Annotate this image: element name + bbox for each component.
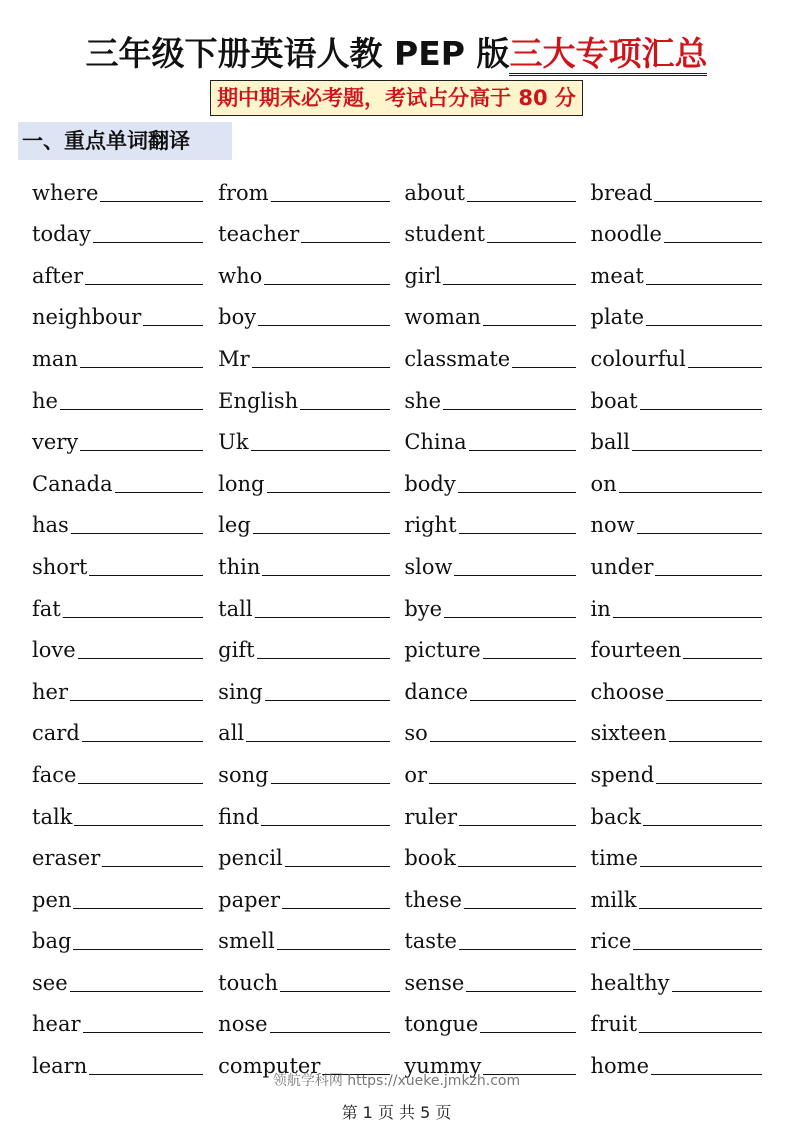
word-label: face	[32, 762, 77, 787]
answer-blank[interactable]	[664, 242, 762, 243]
answer-blank[interactable]	[265, 700, 390, 701]
word-label: leg	[218, 513, 251, 538]
answer-blank[interactable]	[444, 617, 576, 618]
word-label: touch	[218, 970, 279, 995]
word-label: she	[404, 388, 442, 413]
answer-blank[interactable]	[282, 908, 390, 909]
word-item	[404, 680, 575, 704]
answer-blank[interactable]	[655, 575, 762, 576]
word-label: her	[32, 679, 68, 704]
word-label: classmate	[404, 346, 511, 371]
answer-blank[interactable]	[619, 492, 762, 493]
word-item	[218, 305, 389, 329]
answer-blank[interactable]	[430, 741, 576, 742]
word-label: Mr	[218, 346, 250, 371]
word-label: computer	[218, 1054, 321, 1079]
footer-site: 领航学科网 https://xueke.jmkzh.com	[272, 1073, 521, 1089]
word-label: from	[218, 180, 269, 205]
word-label: after	[32, 263, 84, 288]
word-label: China	[404, 430, 467, 455]
word-row	[32, 621, 762, 663]
word-item	[404, 430, 575, 454]
answer-blank[interactable]	[271, 783, 390, 784]
answer-blank[interactable]	[640, 866, 762, 867]
word-item	[404, 888, 575, 912]
word-label: smell	[218, 929, 275, 954]
word-grid	[32, 163, 762, 1078]
answer-blank[interactable]	[300, 409, 389, 410]
title-highlight: 三大专项汇总	[509, 34, 707, 76]
word-item	[591, 347, 762, 371]
word-label: choose	[590, 679, 665, 704]
answer-blank[interactable]	[459, 949, 576, 950]
word-row	[32, 246, 762, 288]
answer-blank[interactable]	[459, 825, 576, 826]
word-item	[32, 763, 203, 787]
answer-blank[interactable]	[257, 658, 390, 659]
word-label: eraser	[32, 846, 101, 871]
answer-blank[interactable]	[301, 242, 389, 243]
word-label: time	[590, 846, 639, 871]
word-item	[32, 305, 203, 329]
word-row	[32, 413, 762, 455]
answer-blank[interactable]	[60, 409, 204, 410]
word-item	[404, 181, 575, 205]
answer-blank[interactable]	[253, 533, 390, 534]
word-label: card	[32, 721, 80, 746]
answer-blank[interactable]	[78, 783, 203, 784]
word-label: now	[590, 513, 635, 538]
word-item	[404, 1012, 575, 1036]
answer-blank[interactable]	[83, 1032, 204, 1033]
word-item	[591, 638, 762, 662]
word-item	[404, 929, 575, 953]
answer-blank[interactable]	[637, 533, 762, 534]
word-item	[591, 763, 762, 787]
word-item	[218, 680, 389, 704]
word-item	[404, 347, 575, 371]
answer-blank[interactable]	[267, 492, 390, 493]
word-item	[591, 389, 762, 413]
subtitle-banner: 期中期末必考题，考试占分高于 80 分	[210, 80, 583, 116]
word-label: fat	[32, 596, 61, 621]
answer-blank[interactable]	[429, 783, 576, 784]
answer-blank[interactable]	[454, 575, 575, 576]
word-item	[591, 929, 762, 953]
word-item	[591, 181, 762, 205]
word-item	[404, 222, 575, 246]
answer-blank[interactable]	[646, 284, 762, 285]
word-row	[32, 745, 762, 787]
word-row	[32, 329, 762, 371]
word-item	[404, 846, 575, 870]
answer-blank[interactable]	[459, 533, 576, 534]
answer-blank[interactable]	[80, 367, 204, 368]
answer-blank[interactable]	[89, 575, 203, 576]
word-item	[218, 430, 389, 454]
answer-blank[interactable]	[82, 741, 204, 742]
word-label: rice	[590, 929, 632, 954]
answer-blank[interactable]	[70, 991, 204, 992]
word-label: meat	[590, 263, 644, 288]
answer-blank[interactable]	[246, 741, 390, 742]
answer-blank[interactable]	[261, 825, 390, 826]
word-item	[218, 513, 389, 537]
word-item	[218, 805, 389, 829]
answer-blank[interactable]	[262, 575, 389, 576]
word-label: taste	[404, 929, 457, 954]
answer-blank[interactable]	[74, 825, 203, 826]
word-label: about	[404, 180, 465, 205]
word-item	[32, 971, 203, 995]
word-label: slow	[404, 554, 453, 579]
section-heading: 一、重点单词翻译	[18, 122, 232, 160]
word-item	[218, 721, 389, 745]
answer-blank[interactable]	[251, 450, 390, 451]
word-row	[32, 704, 762, 746]
answer-blank[interactable]	[70, 700, 203, 701]
word-label: noodle	[590, 222, 662, 247]
word-label: thin	[218, 554, 261, 579]
word-label: tall	[218, 596, 253, 621]
answer-blank[interactable]	[639, 1032, 762, 1033]
answer-blank[interactable]	[640, 409, 762, 410]
word-label: learn	[32, 1054, 88, 1079]
answer-blank[interactable]	[78, 658, 204, 659]
word-item	[32, 888, 203, 912]
word-label: talk	[32, 804, 73, 829]
word-item	[218, 347, 389, 371]
answer-blank[interactable]	[613, 617, 762, 618]
word-label: bye	[404, 596, 443, 621]
answer-blank[interactable]	[252, 367, 390, 368]
word-row	[32, 662, 762, 704]
word-item	[32, 181, 203, 205]
word-item	[591, 305, 762, 329]
title-main: 三年级下册英语人教 PEP 版	[85, 34, 510, 73]
word-label: body	[404, 471, 456, 496]
word-label: boat	[590, 388, 638, 413]
answer-blank[interactable]	[280, 991, 390, 992]
word-row	[32, 995, 762, 1037]
word-label: so	[404, 721, 428, 746]
answer-blank[interactable]	[443, 409, 576, 410]
answer-blank[interactable]	[466, 991, 576, 992]
word-label: dance	[404, 679, 469, 704]
word-label: see	[32, 970, 68, 995]
word-row	[32, 454, 762, 496]
answer-blank[interactable]	[73, 908, 203, 909]
word-row	[32, 288, 762, 330]
word-label: fourteen	[590, 638, 682, 663]
word-item	[32, 846, 203, 870]
word-label: where	[32, 180, 99, 205]
answer-blank[interactable]	[633, 949, 762, 950]
word-label: in	[590, 596, 611, 621]
word-item	[32, 513, 203, 537]
answer-blank[interactable]	[666, 700, 762, 701]
subtitle-wrapper	[0, 80, 793, 116]
word-label: man	[32, 346, 78, 371]
answer-blank[interactable]	[487, 242, 576, 243]
word-label: today	[32, 222, 91, 247]
answer-blank[interactable]	[688, 367, 762, 368]
answer-blank[interactable]	[512, 367, 576, 368]
word-label: home	[590, 1054, 650, 1079]
word-item	[218, 929, 389, 953]
word-item	[404, 389, 575, 413]
word-item	[218, 638, 389, 662]
word-item	[218, 763, 389, 787]
answer-blank[interactable]	[643, 825, 762, 826]
word-item	[218, 181, 389, 205]
answer-blank[interactable]	[264, 284, 389, 285]
word-item	[591, 222, 762, 246]
word-item	[591, 597, 762, 621]
answer-blank[interactable]	[672, 991, 762, 992]
word-label: student	[404, 222, 485, 247]
word-item	[32, 1012, 203, 1036]
answer-blank[interactable]	[85, 284, 203, 285]
word-item	[218, 472, 389, 496]
word-item	[404, 638, 575, 662]
word-item	[591, 888, 762, 912]
word-item	[218, 222, 389, 246]
word-item	[32, 638, 203, 662]
page-title	[0, 28, 793, 75]
word-label: yummy	[404, 1054, 482, 1079]
word-item	[404, 597, 575, 621]
answer-blank[interactable]	[464, 908, 576, 909]
word-item	[218, 597, 389, 621]
answer-blank[interactable]	[483, 658, 576, 659]
word-item	[404, 805, 575, 829]
word-label: healthy	[590, 970, 670, 995]
word-label: all	[218, 721, 245, 746]
answer-blank[interactable]	[669, 741, 762, 742]
word-row	[32, 537, 762, 579]
answer-blank[interactable]	[483, 325, 576, 326]
answer-blank[interactable]	[470, 700, 576, 701]
answer-blank[interactable]	[458, 866, 576, 867]
answer-blank[interactable]	[646, 325, 762, 326]
word-label: book	[404, 846, 456, 871]
word-item	[32, 264, 203, 288]
word-item	[32, 597, 203, 621]
answer-blank[interactable]	[255, 617, 390, 618]
word-row	[32, 912, 762, 954]
word-label: tongue	[404, 1012, 479, 1037]
answer-blank[interactable]	[93, 242, 204, 243]
answer-blank[interactable]	[443, 284, 576, 285]
word-label: has	[32, 513, 69, 538]
word-item	[591, 1012, 762, 1036]
word-row	[32, 163, 762, 205]
word-item	[404, 305, 575, 329]
word-item	[32, 472, 203, 496]
word-item	[32, 929, 203, 953]
word-row	[32, 371, 762, 413]
word-label: Uk	[218, 430, 249, 455]
answer-blank[interactable]	[80, 450, 203, 451]
word-label: picture	[404, 638, 481, 663]
answer-blank[interactable]	[71, 533, 204, 534]
word-label: Canada	[32, 471, 113, 496]
answer-blank[interactable]	[63, 617, 204, 618]
word-row	[32, 829, 762, 871]
answer-blank[interactable]	[469, 450, 576, 451]
word-label: fruit	[590, 1012, 638, 1037]
word-label: right	[404, 513, 457, 538]
word-item	[591, 680, 762, 704]
word-item	[32, 222, 203, 246]
word-item	[591, 971, 762, 995]
word-row	[32, 579, 762, 621]
answer-blank[interactable]	[285, 866, 390, 867]
word-item	[404, 264, 575, 288]
word-item	[591, 430, 762, 454]
answer-blank[interactable]	[683, 658, 762, 659]
word-label: sing	[218, 679, 263, 704]
word-row	[32, 953, 762, 995]
word-label: find	[218, 804, 260, 829]
word-row	[32, 787, 762, 829]
answer-blank[interactable]	[632, 450, 762, 451]
word-item	[218, 1012, 389, 1036]
word-item	[32, 389, 203, 413]
answer-blank[interactable]	[480, 1032, 575, 1033]
answer-blank[interactable]	[458, 492, 576, 493]
word-label: these	[404, 887, 462, 912]
page-number: 第 1 页 共 5 页	[341, 1103, 452, 1122]
word-label: very	[32, 430, 79, 455]
word-label: gift	[218, 638, 255, 663]
word-label: short	[32, 554, 88, 579]
word-item	[218, 555, 389, 579]
word-label: ball	[590, 430, 630, 455]
word-label: love	[32, 638, 76, 663]
word-label: sense	[404, 970, 465, 995]
word-item	[218, 846, 389, 870]
word-label: bread	[590, 180, 653, 205]
answer-blank[interactable]	[270, 1032, 390, 1033]
word-label: sixteen	[590, 721, 667, 746]
word-label: long	[218, 471, 265, 496]
word-row	[32, 870, 762, 912]
answer-blank[interactable]	[115, 492, 204, 493]
answer-blank[interactable]	[656, 783, 762, 784]
answer-blank[interactable]	[654, 201, 762, 202]
word-label: woman	[404, 305, 481, 330]
word-item	[404, 763, 575, 787]
word-label: hear	[32, 1012, 81, 1037]
word-item	[591, 846, 762, 870]
word-item	[591, 513, 762, 537]
word-label: ruler	[404, 804, 458, 829]
word-item	[591, 472, 762, 496]
word-label: bag	[32, 929, 72, 954]
word-label: colourful	[590, 346, 686, 371]
answer-blank[interactable]	[467, 201, 576, 202]
word-label: neighbour	[32, 305, 142, 330]
answer-blank[interactable]	[639, 908, 762, 909]
word-label: or	[404, 762, 428, 787]
word-label: under	[590, 554, 654, 579]
word-label: song	[218, 762, 269, 787]
word-item	[218, 264, 389, 288]
word-label: nose	[218, 1012, 268, 1037]
word-label: plate	[590, 305, 645, 330]
word-item	[591, 555, 762, 579]
word-label: on	[590, 471, 617, 496]
word-item	[404, 971, 575, 995]
word-label: he	[32, 388, 58, 413]
word-label: boy	[218, 305, 257, 330]
word-label: who	[218, 263, 263, 288]
word-item	[404, 513, 575, 537]
word-item	[591, 721, 762, 745]
word-item	[32, 347, 203, 371]
word-item	[32, 721, 203, 745]
word-label: back	[590, 804, 641, 829]
answer-blank[interactable]	[143, 325, 203, 326]
word-item	[32, 555, 203, 579]
word-label: pencil	[218, 846, 283, 871]
word-row	[32, 205, 762, 247]
word-item	[591, 264, 762, 288]
word-item	[32, 805, 203, 829]
word-item	[218, 888, 389, 912]
answer-blank[interactable]	[73, 949, 203, 950]
word-label: teacher	[218, 222, 300, 247]
answer-blank[interactable]	[100, 201, 203, 202]
word-label: English	[218, 388, 299, 413]
word-label: spend	[590, 762, 655, 787]
word-label: pen	[32, 887, 72, 912]
answer-blank[interactable]	[102, 866, 203, 867]
answer-blank[interactable]	[271, 201, 390, 202]
word-item	[404, 555, 575, 579]
word-item	[591, 805, 762, 829]
word-label: paper	[218, 887, 281, 912]
word-item	[218, 389, 389, 413]
word-item	[32, 430, 203, 454]
word-label: milk	[590, 887, 637, 912]
word-label: girl	[404, 263, 442, 288]
word-item	[404, 721, 575, 745]
answer-blank[interactable]	[258, 325, 390, 326]
word-row	[32, 496, 762, 538]
word-item	[32, 680, 203, 704]
answer-blank[interactable]	[277, 949, 390, 950]
word-item	[218, 971, 389, 995]
word-item	[404, 472, 575, 496]
